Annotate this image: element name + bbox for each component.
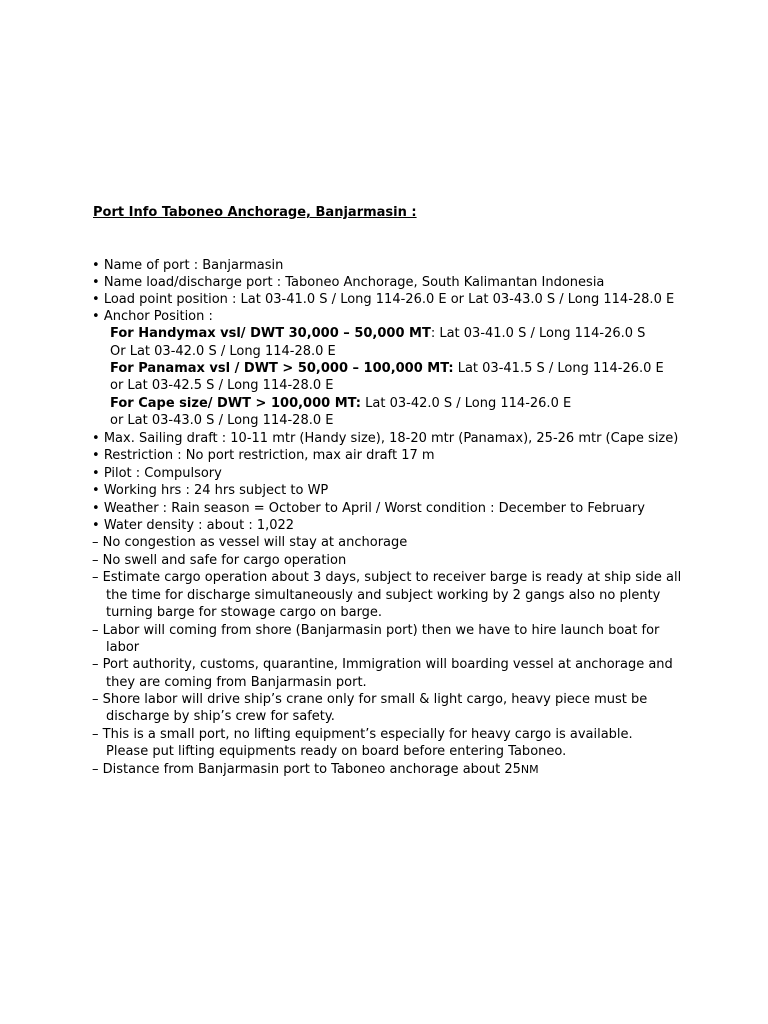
anchor-handymax-coords: : Lat 03-41.0 S / Long 114-26.0 S bbox=[430, 326, 646, 341]
bullet: • bbox=[92, 501, 100, 516]
item-sailing-draft bbox=[92, 430, 678, 447]
note-estimate-cont: the time for discharge simultaneously and subject working by 2 gangs also no plenty bbox=[106, 588, 661, 603]
item-weather bbox=[92, 500, 645, 517]
note-authority bbox=[92, 656, 673, 673]
note-labor-cont: labor bbox=[106, 640, 140, 655]
anchor-handymax-alt: Or Lat 03-42.0 S / Long 114-28.0 E bbox=[110, 344, 336, 359]
item-text: Max. Sailing draft : 10-11 mtr (Handy size), 18-20 mtr (Panamax), 25-26 mtr (Cape size) bbox=[103, 431, 679, 446]
bullet: • bbox=[92, 309, 100, 324]
note-authority-cont: they are coming from Banjarmasin port. bbox=[106, 675, 367, 690]
item-load-point bbox=[92, 291, 674, 308]
item-pilot bbox=[92, 465, 222, 482]
item-text: Load point position : Lat 03-41.0 S / Long 114-26.0 E or Lat 03-43.0 S / Long 114-28.0 E bbox=[103, 292, 675, 307]
bullet: • bbox=[92, 292, 100, 307]
note-text: Estimate cargo operation about 3 days, subject to receiver barge is ready at ship side all bbox=[102, 570, 682, 585]
anchor-panamax bbox=[110, 360, 664, 377]
note-shore-labor bbox=[92, 691, 647, 708]
note-small-port bbox=[92, 726, 633, 743]
note-distance bbox=[92, 761, 539, 778]
item-text: Weather : Rain season = October to April / Worst condition : December to February bbox=[103, 501, 645, 516]
note-text: No swell and safe for cargo operation bbox=[102, 553, 347, 568]
note-congestion bbox=[92, 534, 407, 551]
dash: – bbox=[92, 570, 99, 585]
dash: – bbox=[92, 535, 99, 550]
note-text: No congestion as vessel will stay at anchorage bbox=[102, 535, 408, 550]
bullet: • bbox=[92, 518, 100, 533]
item-load-discharge-port bbox=[92, 274, 604, 291]
dash: – bbox=[92, 692, 99, 707]
anchor-cape-coords: Lat 03-42.0 S / Long 114-26.0 E bbox=[361, 396, 572, 411]
note-text: Distance from Banjarmasin port to Taboneo anchorage about 25 bbox=[102, 762, 521, 777]
item-water-density bbox=[92, 517, 294, 534]
note-text: Labor will coming from shore (Banjarmasin port) then we have to hire launch boat for bbox=[102, 623, 660, 638]
dash: – bbox=[92, 553, 99, 568]
anchor-cape bbox=[110, 395, 571, 412]
item-text: Restriction : No port restriction, max air draft 17 m bbox=[103, 448, 435, 463]
document-title: Port Info Taboneo Anchorage, Banjarmasin : bbox=[93, 205, 417, 220]
dash: – bbox=[92, 727, 99, 742]
anchor-cape-alt: or Lat 03-43.0 S / Long 114-28.0 E bbox=[110, 413, 334, 428]
item-text: Anchor Position : bbox=[103, 309, 213, 324]
item-text: Working hrs : 24 hrs subject to WP bbox=[103, 483, 329, 498]
note-small-port-cont: Please put lifting equipments ready on board before entering Taboneo. bbox=[106, 744, 567, 759]
bullet: • bbox=[92, 448, 100, 463]
distance-unit: NM bbox=[520, 763, 539, 776]
item-anchor-position bbox=[92, 308, 213, 325]
anchor-handymax-label: For Handymax vsl/ DWT 30,000 – 50,000 MT bbox=[110, 326, 431, 341]
note-text: This is a small port, no lifting equipment’s especially for heavy cargo is available. bbox=[102, 727, 633, 742]
item-port-name bbox=[92, 257, 283, 274]
note-swell bbox=[92, 552, 346, 569]
dash: – bbox=[92, 762, 99, 777]
note-estimate-cont: turning barge for stowage cargo on barge. bbox=[106, 605, 383, 620]
dash: – bbox=[92, 657, 99, 672]
note-labor bbox=[92, 622, 659, 639]
item-text: Name of port : Banjarmasin bbox=[103, 258, 284, 273]
item-text: Name load/discharge port : Taboneo Anchorage, South Kalimantan Indonesia bbox=[103, 275, 605, 290]
anchor-panamax-label: For Panamax vsl / DWT > 50,000 – 100,000 MT: bbox=[110, 361, 454, 376]
anchor-cape-label: For Cape size/ DWT > 100,000 MT: bbox=[110, 396, 362, 411]
bullet: • bbox=[92, 466, 100, 481]
item-text: Water density : about : 1,022 bbox=[103, 518, 295, 533]
bullet: • bbox=[92, 431, 100, 446]
note-estimate bbox=[92, 569, 681, 586]
item-text: Pilot : Compulsory bbox=[103, 466, 222, 481]
bullet: • bbox=[92, 275, 100, 290]
bullet: • bbox=[92, 258, 100, 273]
dash: – bbox=[92, 623, 99, 638]
anchor-handymax bbox=[110, 325, 645, 342]
anchor-panamax-coords: Lat 03-41.5 S / Long 114-26.0 E bbox=[453, 361, 664, 376]
note-text: Port authority, customs, quarantine, Immigration will boarding vessel at anchorage and bbox=[102, 657, 673, 672]
note-text: Shore labor will drive ship’s crane only for small & light cargo, heavy piece must be bbox=[102, 692, 648, 707]
bullet: • bbox=[92, 483, 100, 498]
anchor-panamax-alt: or Lat 03-42.5 S / Long 114-28.0 E bbox=[110, 378, 334, 393]
item-restriction bbox=[92, 447, 435, 464]
note-shore-labor-cont: discharge by ship’s crew for safety. bbox=[106, 709, 335, 724]
item-working-hrs bbox=[92, 482, 328, 499]
